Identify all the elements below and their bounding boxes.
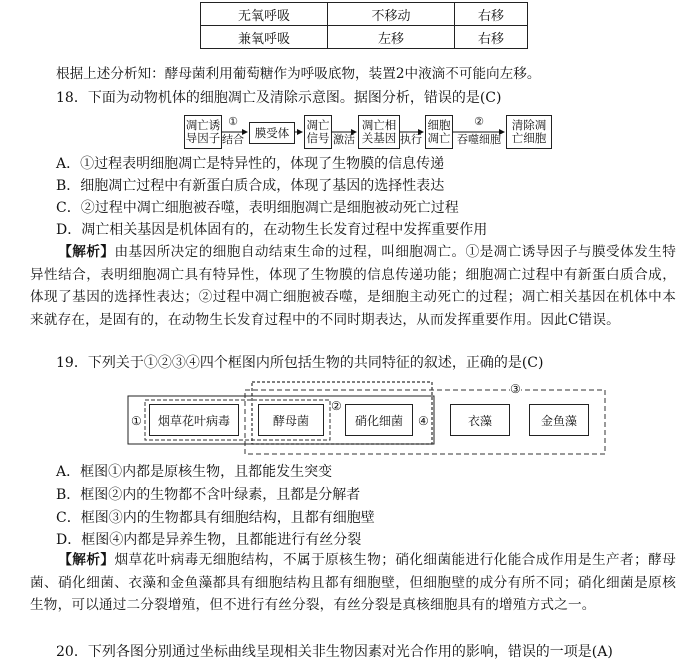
q19-option-a: A．框图①内都是原核生物，且都能发生突变 [56, 464, 333, 480]
table-cell: 右移 [455, 3, 528, 26]
analysis-tag: 【解析】 [58, 552, 115, 568]
table-cell: 无氧呼吸 [201, 3, 328, 26]
box-cell-apoptosis: 细胞凋亡 [425, 115, 453, 149]
organism-nitrifying-bacteria: 硝化细菌 [345, 404, 413, 436]
q18-option-c: C．②过程中凋亡细胞被吞噬，表明细胞凋亡是细胞被动死亡过程 [56, 200, 459, 216]
table-cell: 左移 [328, 26, 455, 49]
q19-option-b: B．框图②内的生物都不含叶绿素，且都是分解者 [56, 487, 361, 503]
box-apoptosis-inducer: 凋亡诱导因子 [184, 115, 222, 149]
frame-label-2: ② [331, 399, 342, 413]
organism-yeast: 酵母菌 [258, 404, 324, 436]
apoptosis-flow-diagram [0, 112, 691, 152]
step1-label: 结合 [222, 133, 244, 146]
q19-analysis [30, 549, 676, 617]
analysis-tag: 【解析】 [58, 244, 115, 260]
organism-frame-diagram [0, 378, 691, 460]
frame-label-3: ③ [510, 382, 521, 396]
organism-tmv: 烟草花叶病毒 [149, 404, 239, 436]
q18-option-b: B．细胞凋亡过程中有新蛋白质合成，体现了基因的选择性表达 [56, 178, 445, 194]
table-cell: 兼氧呼吸 [201, 26, 328, 49]
step2-number: ② [474, 115, 484, 128]
q18-option-a: A．①过程表明细胞凋亡是特异性的，体现了生物膜的信息传递 [56, 156, 445, 172]
q20-stem: 20．下列各图分别通过坐标曲线呈现相关非生物因素对光合作用的影响，错误的一项是(A) [56, 644, 613, 660]
analysis-text: 烟草花叶病毒无细胞结构，不属于原核生物；硝化细菌能进行化能合成作用是生产者；酵母菌、硝化细菌、衣藻和金鱼藻都具有细胞结构且都有细胞壁，但细胞壁的成分有所不同；硝化细菌是原核生物，可以通过二分裂增殖，但不进行有丝分裂，有丝分裂是真核细胞具有的增殖方式之一。 [30, 552, 676, 613]
q19-option-d: D．框图④内都是异养生物，且都能进行有丝分裂 [56, 532, 362, 548]
flow-arrows [0, 112, 691, 152]
q18-stem: 18．下面为动物机体的细胞凋亡及清除示意图。据图分析，错误的是(C) [56, 90, 502, 106]
q18-option-d: D．凋亡相关基因是机体固有的，在动物生长发育过程中发挥重要作用 [56, 222, 488, 238]
q18-analysis [30, 241, 676, 331]
box-apoptosis-signal: 凋亡信号 [304, 115, 332, 149]
box-membrane-receptor: 膜受体 [249, 122, 295, 144]
conclusion-17: 根据上述分析知：酵母菌利用葡萄糖作为呼吸底物，装置2中液滴不可能向左移。 [56, 66, 541, 82]
organism-chlamydomonas: 衣藻 [450, 404, 510, 436]
q19-option-c: C．框图③内的生物都具有细胞结构，且都有细胞壁 [56, 510, 375, 526]
frame-label-1: ① [131, 414, 142, 428]
step1-number: ① [228, 115, 238, 128]
execute-label: 执行 [400, 133, 422, 146]
organism-hornwort: 金鱼藻 [529, 404, 589, 436]
q19-stem: 19．下列关于①②③④四个框图内所包括生物的共同特征的叙述，正确的是(C) [56, 355, 544, 371]
step2-label: 吞噬细胞 [457, 133, 501, 146]
respiration-table [200, 2, 528, 49]
table-row [201, 26, 528, 49]
table-cell: 不移动 [328, 3, 455, 26]
table-cell: 右移 [455, 26, 528, 49]
activate-label: 激活 [333, 133, 355, 146]
analysis-text: 由基因所决定的细胞自动结束生命的过程，叫细胞凋亡。①是凋亡诱导因子与膜受体发生特异性结合，表明细胞凋亡具有特异性，体现了生物膜的信息传递功能；细胞凋亡过程中有新蛋白质合成，体现了基因的选择性表达；②过程中凋亡细胞被吞噬，是细胞主动死亡的过程；凋亡相关基因在机体中本来就存在，是固有的，在动物生长发育过程中的不同时期表达，从而发挥重要作用。因此C错误。 [30, 244, 676, 328]
table-row [201, 3, 528, 26]
box-clear-cells: 清除凋亡细胞 [506, 115, 552, 149]
frame-label-4: ④ [418, 414, 429, 428]
box-apoptosis-genes: 凋亡相关基因 [358, 115, 400, 149]
